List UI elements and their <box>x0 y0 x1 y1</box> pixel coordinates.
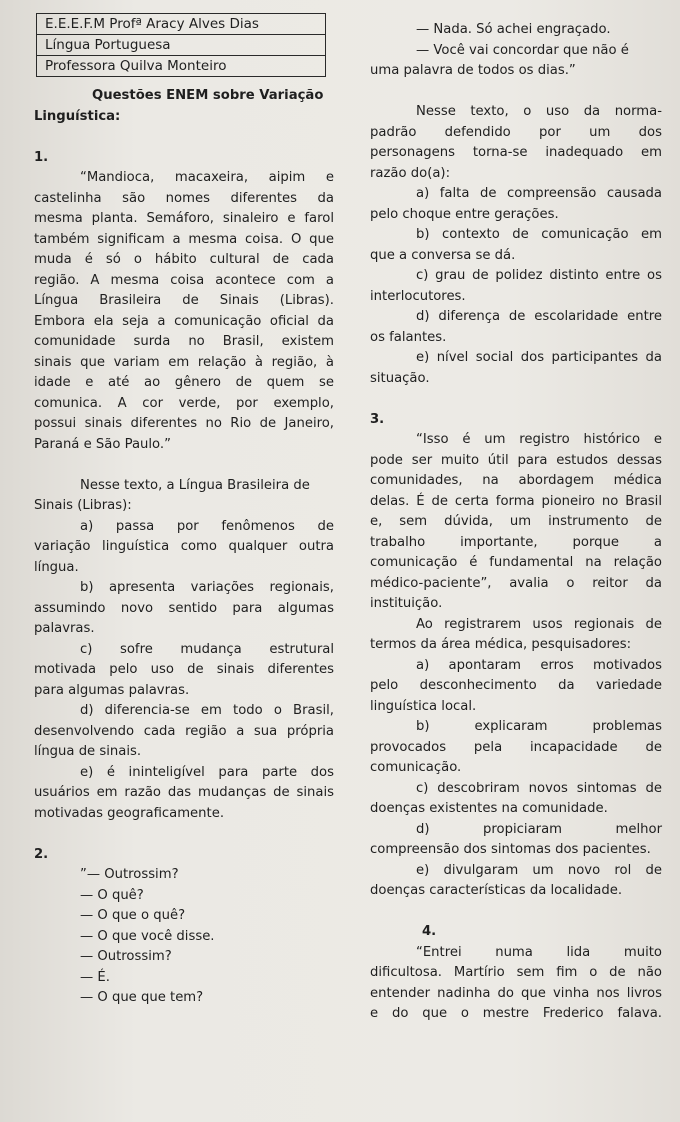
question-4-text: “Entrei numa lida muito dificultosa. Martírio sem fim o de não entender nadinha do que vinha nos livros e do que o mestre Frederico falava. <box>370 944 662 1021</box>
question-2-dialogue: ”— Outrossim? — O quê? — O que o quê? — O que você disse. — Outrossim? — É. — O que que tem? <box>80 867 215 1005</box>
question-2-stem: Nesse texto, o uso da norma- padrão defendido por um dos personagens torna-se inadequado em razão do(a): <box>370 104 662 181</box>
question-2-option-c: c) grau de polidez distinto entre os interlocutores. <box>370 268 662 304</box>
question-1-option-b: b) apresenta variações regionais, assumindo novo sentido para algumas palavras. <box>34 580 334 636</box>
question-2-option-a: a) falta de compreensão causada pelo choque entre gerações. <box>370 186 662 222</box>
school-name: E.E.E.F.M Profª Aracy Alves Dias <box>37 14 325 35</box>
question-3-option-e: e) divulgaram um novo rol de doenças características da localidade. <box>370 862 662 898</box>
subject-name: Língua Portuguesa <box>37 35 325 56</box>
question-2-option-d: d) diferença de escolaridade entre os falantes. <box>370 309 662 345</box>
section-title-continued: Linguística: <box>34 108 121 124</box>
question-2-option-b: b) contexto de comunicação em que a conversa se dá. <box>370 227 662 263</box>
question-3-option-a: a) apontaram erros motivados pelo desconhecimento da variedade linguística local. <box>370 657 662 714</box>
section-title: Questões ENEM sobre Variação <box>92 88 324 103</box>
right-column <box>370 20 662 1025</box>
question-1-number: 1. <box>34 149 49 165</box>
question-2-dialogue-continued: — Nada. Só achei engraçado. — Você vai concordar que não é uma palavra de todos os dias.” <box>370 22 629 78</box>
question-3-option-b: b) explicaram problemas provocados pela incapacidade de comunicação. <box>370 719 662 775</box>
question-3-option-d: d) propiciaram melhor compreensão dos sintomas dos pacientes. <box>370 821 662 857</box>
question-1-stem: Nesse texto, a Língua Brasileira de Sinais (Libras): <box>34 477 310 513</box>
left-column <box>34 86 334 1009</box>
question-3-option-c: c) descobriram novos sintomas de doenças existentes na comunidade. <box>370 780 662 816</box>
question-2-option-e: e) nível social dos participantes da situação. <box>370 350 662 386</box>
question-1-text: “Mandioca, macaxeira, aipim e castelinha são nomes diferentes da mesma planta. Semáforo, sinaleiro e farol também significam a mesma coisa. O que muda é só o hábito cultural de cada região. A mesma coisa acontece com a Língua Brasileira de Sinais (Libras). Embora ela seja a comunicação oficial da comunidade surda no Brasil, existem sinais que variam em relação à região, à idade e até ao gênero de quem se comunica. A cor verde, por exemplo, possui sinais diferentes no Rio de Janeiro, Paraná e São Paulo.” <box>34 170 334 452</box>
question-2-number: 2. <box>34 846 49 862</box>
question-3-stem: Ao registrarem usos regionais de termos da área médica, pesquisadores: <box>370 616 662 652</box>
question-3-number: 3. <box>370 411 385 427</box>
question-4-number: 4. <box>422 924 437 939</box>
question-1-option-d: d) diferencia-se em todo o Brasil, desenvolvendo cada região a sua própria língua de sinais. <box>34 703 334 759</box>
question-1-option-c: c) sofre mudança estrutural motivada pelo uso de sinais diferentes para algumas palavras. <box>34 641 334 698</box>
teacher-name: Professora Quilva Monteiro <box>45 58 227 74</box>
question-1-option-e: e) é ininteligível para parte dos usuários em razão das mudanças de sinais motivadas geograficamente. <box>34 764 334 821</box>
question-1-option-a: a) passa por fenômenos de variação linguística como qualquer outra língua. <box>34 518 334 575</box>
question-3-text: “Isso é um registro histórico e pode ser muito útil para estudos dessas comunidades, na abordagem médica delas. É de certa forma pioneiro no Brasil e, sem dúvida, um instrumento de trabalho importante, porque a comunicação é fundamental na relação médico-paciente”, avalia o reitor da instituição. <box>370 432 662 611</box>
header-box <box>36 13 326 77</box>
